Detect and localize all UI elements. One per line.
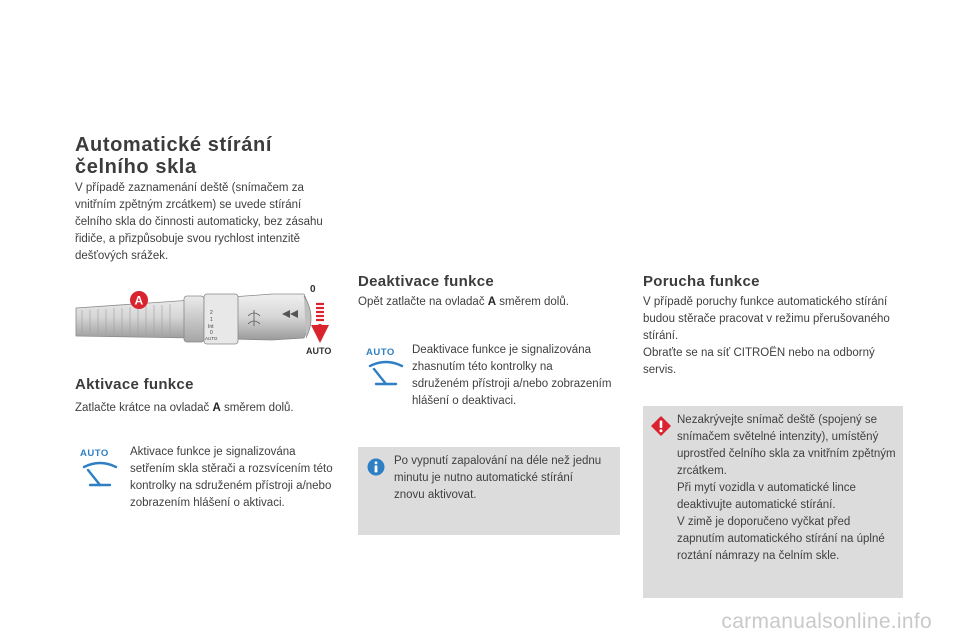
stalk-position-auto: AUTO [306,346,332,356]
activation-note: Aktivace funkce je signalizována setřením skla stěrači a rozsvícením této kontrolky na sdruženém přístroji a/nebo zobrazením hlášení o aktivaci. [130,446,333,509]
activation-text-end: směrem dolů. [220,402,294,414]
activation-instruction [75,400,345,417]
deactivation-heading: Deaktivace funkce [358,273,495,290]
watermark: carmanualsonline.info [721,610,932,633]
info-box [358,447,620,535]
activation-heading: Aktivace funkce [75,376,194,393]
wiper-stalk-illustration [72,278,342,362]
failure-text-line2: Obraťte se na síť CITROËN nebo na odborný servis. [643,347,875,376]
ring-label-auto: AUTO [205,336,218,341]
ring-label-1: 1 [210,317,213,323]
deactivation-text: Opět zatlačte na ovladač [358,296,488,308]
intro-paragraph: V případě zaznamenání deště (snímačem za vnitřním zpětným zrcátkem) se uvede stírání čelního skla do činnosti automaticky, bez zásahu řidiče, a přizpůsobuje svou rychlost intenzitě dešťových srážek. [75,182,323,262]
info-text: Po vypnutí zapalování na déle než jednu minutu je nutno automatické stírání znovu aktivovat. [394,455,602,501]
auto-indicator-label: AUTO [80,448,109,459]
activation-key: A [212,402,221,414]
auto-indicator-label: AUTO [366,347,395,358]
ring-label-0: 0 [210,330,213,336]
warning-line: Při mytí vozidla v automatické lince deaktivujte automatické stírání. [677,482,856,511]
deactivation-text-end: směrem dolů. [496,296,569,308]
warning-line: V zimě je doporučeno vyčkat před zapnutím automatického stírání na úplné roztání námrazy na čelním skle. [677,516,885,562]
page-title: Automatické stírání čelního skla [75,134,273,178]
failure-text-line1: V případě poruchy funkce automatického stírání budou stěrače pracovat v režimu přerušovaného stírání. [643,296,890,342]
failure-text [643,294,903,379]
deactivation-key: A [487,296,497,308]
warning-text [677,412,899,565]
ring-label-2: 2 [210,310,213,316]
warning-line: Nezakrývejte snímač deště (spojený se snímačem světelné intenzity), umístěný uprostřed čelního skla za vnitřním zpětným zrcátkem. [677,414,896,477]
wiper-auto-icon [80,448,120,490]
warning-icon [651,416,671,436]
activation-text: Zatlačte krátce na ovladač [75,402,213,414]
info-icon [367,458,385,476]
deactivation-note: Deaktivace funkce je signalizována zhasnutím této kontrolky na sdruženém přístroji a/nebo zobrazením hlášení o deaktivaci. [412,344,612,407]
warning-box [643,406,903,598]
wiper-auto-icon [366,347,406,389]
failure-heading: Porucha funkce [643,273,760,290]
stalk-marker-a: A [134,293,144,308]
deactivation-instruction [358,294,618,311]
stalk-position-0: 0 [310,284,316,295]
ring-label-int: Int [208,324,214,330]
